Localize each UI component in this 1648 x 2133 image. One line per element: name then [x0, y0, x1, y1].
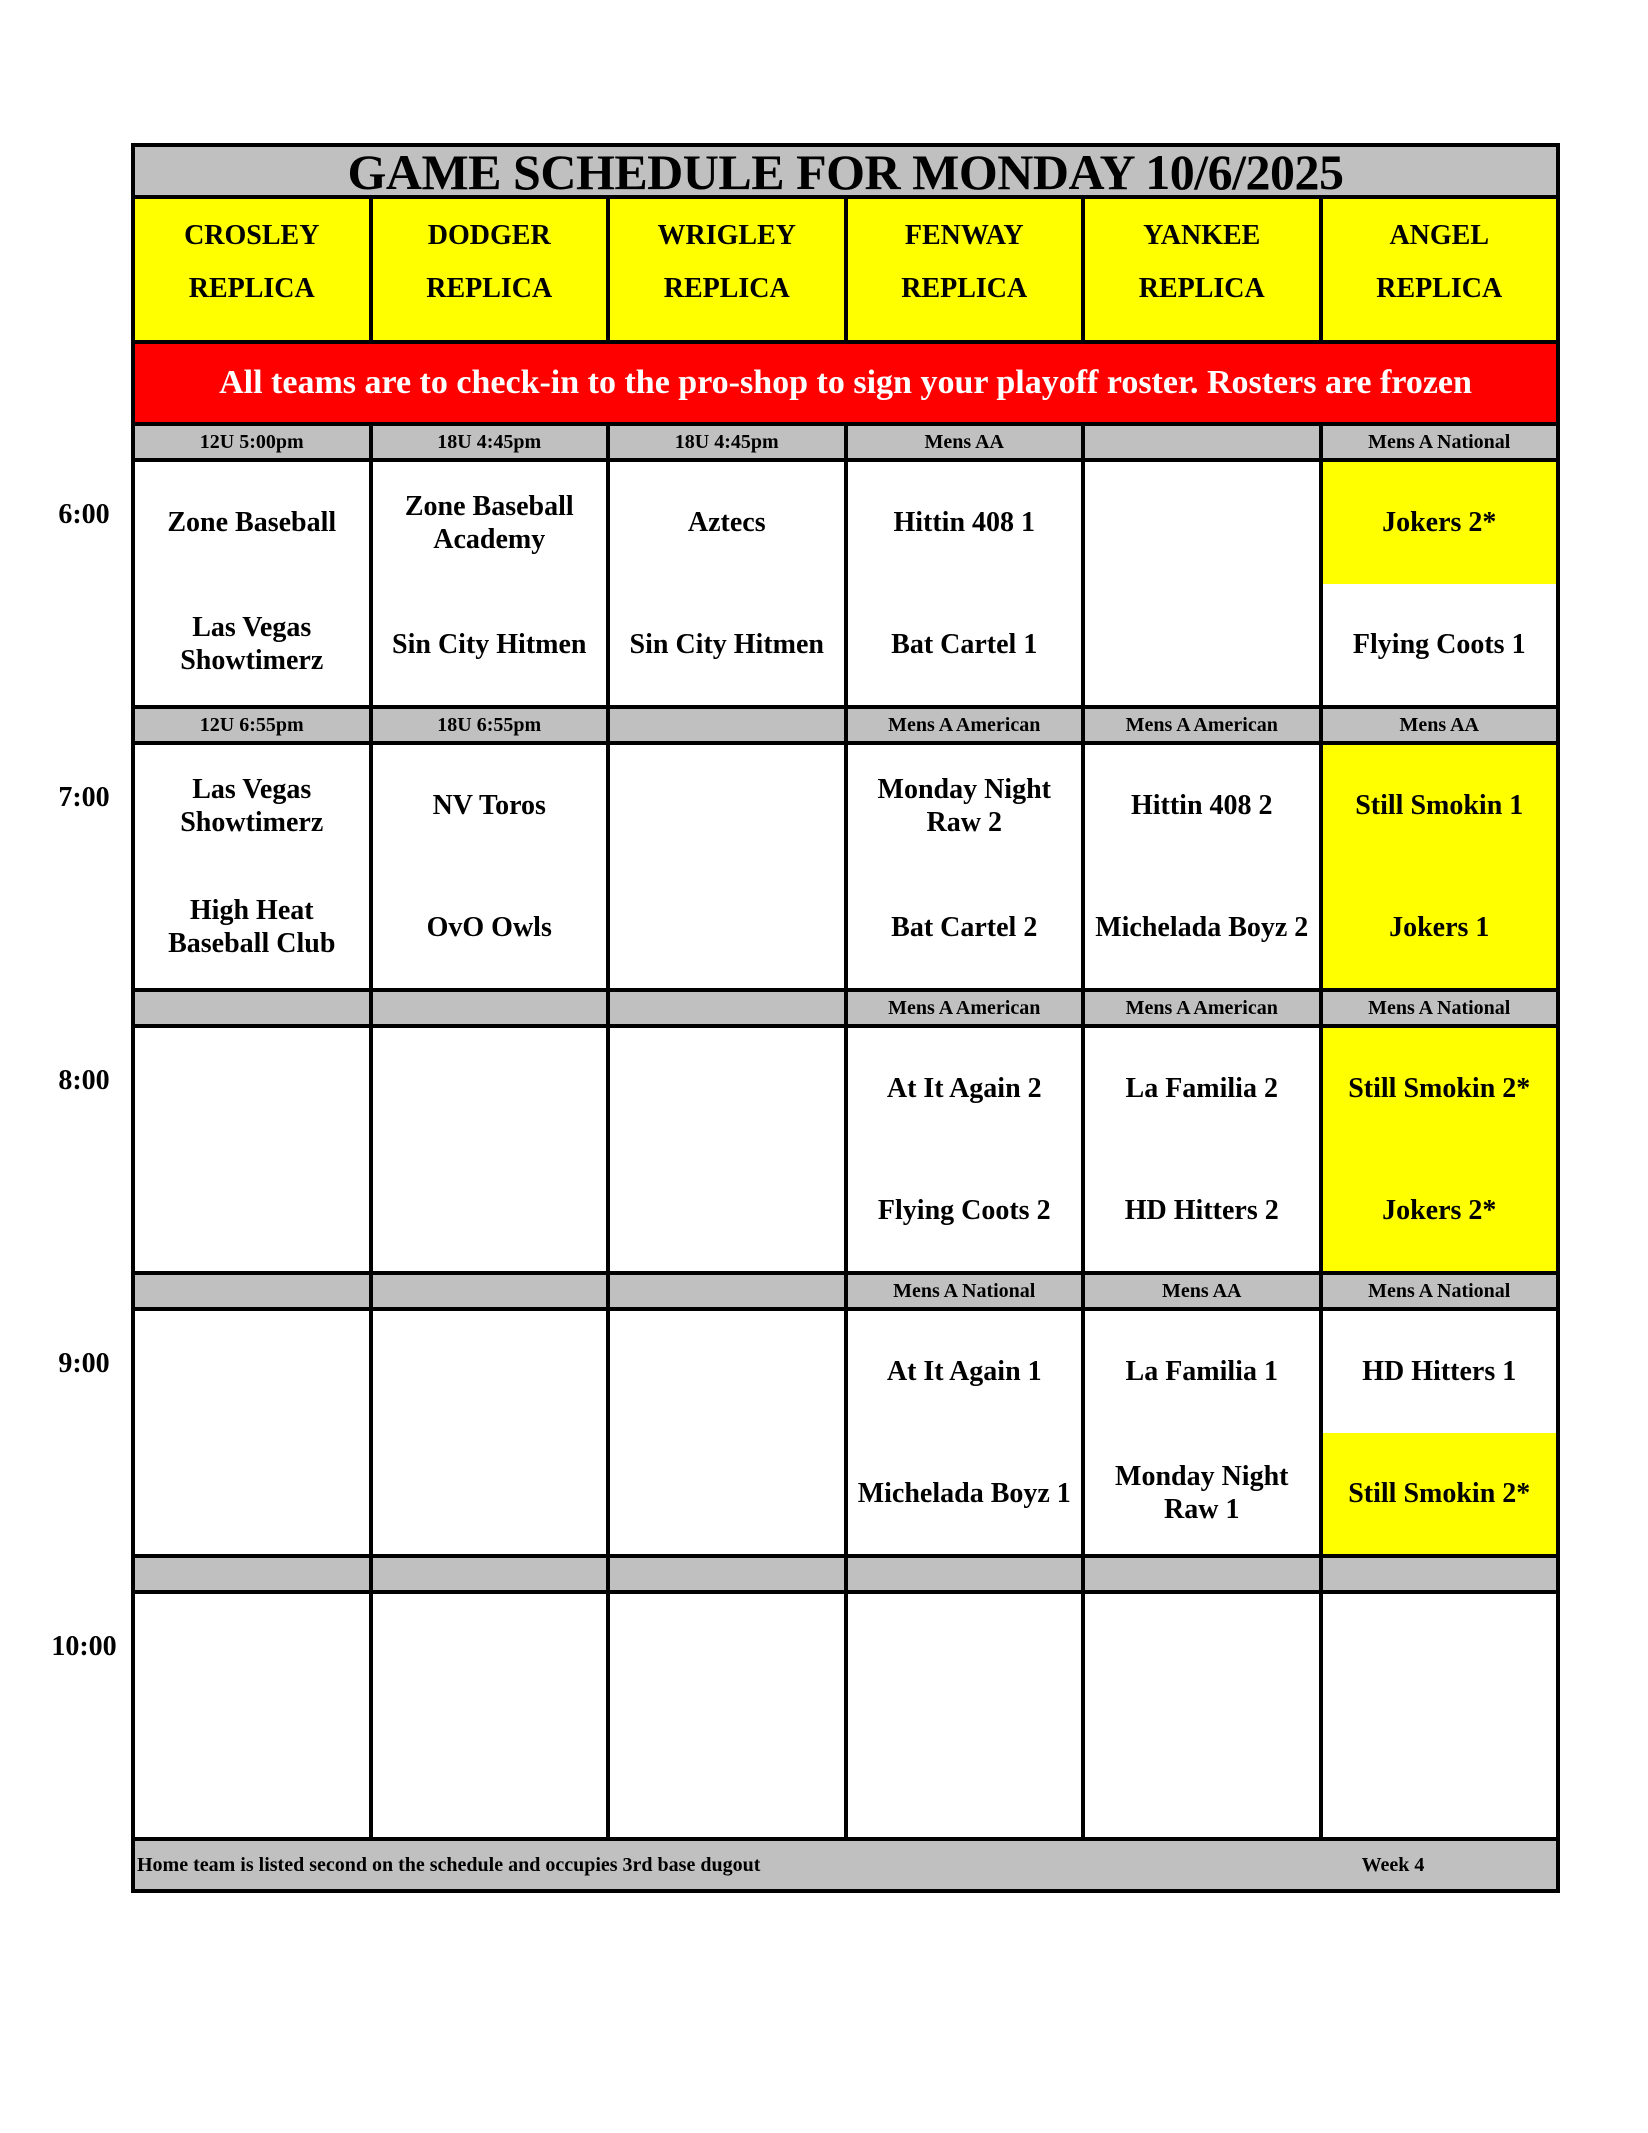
home-team: Monday Night Raw 1 — [1115, 1461, 1289, 1526]
league-label — [1085, 426, 1319, 458]
away-team: Aztecs — [687, 507, 766, 539]
game-cell — [848, 1311, 1082, 1554]
away-team: At It Again 2 — [886, 1073, 1042, 1105]
league-row — [135, 426, 1556, 462]
page-title: GAME SCHEDULE FOR MONDAY 10/6/2025 — [135, 147, 1556, 199]
games-row — [135, 745, 1556, 988]
away-team: Hittin 408 2 — [1130, 790, 1273, 822]
home-team: Michelada Boyz 2 — [1095, 911, 1309, 943]
league-row — [135, 992, 1556, 1028]
league-label: Mens AA — [1323, 709, 1557, 741]
games-row — [135, 1311, 1556, 1554]
league-label: 18U 4:45pm — [610, 426, 844, 458]
game-cell — [1085, 745, 1319, 988]
league-label: 18U 4:45pm — [373, 426, 607, 458]
venue-fenway — [848, 199, 1082, 340]
game-cell — [1323, 1594, 1557, 1837]
league-label — [135, 992, 369, 1024]
game-cell — [610, 462, 844, 705]
away-team: Las Vegas Showtimerz — [180, 773, 324, 838]
game-cell — [373, 1594, 607, 1837]
league-label: 12U 5:00pm — [135, 426, 369, 458]
away-team: Zone Baseball — [167, 507, 337, 539]
league-label — [610, 1275, 844, 1307]
notice-banner: All teams are to check-in to the pro-shop to sign your playoff roster. Rosters are frozen — [135, 344, 1556, 426]
game-cell — [610, 1028, 844, 1271]
game-cell — [373, 462, 607, 705]
games-row — [135, 1594, 1556, 1837]
home-team: Sin City Hitmen — [392, 628, 587, 660]
league-label: Mens A American — [848, 709, 1082, 741]
home-team: Las Vegas Showtimerz — [180, 612, 324, 677]
home-team — [373, 1150, 607, 1272]
home-team: OvO Owls — [426, 911, 552, 943]
league-label: Mens A National — [848, 1275, 1082, 1307]
league-label — [1085, 1558, 1319, 1590]
game-cell — [373, 745, 607, 988]
game-cell — [135, 1311, 369, 1554]
league-label — [135, 1275, 369, 1307]
venue-name: YANKEE — [1143, 220, 1261, 251]
league-label: Mens A American — [1085, 992, 1319, 1024]
away-team: Hittin 408 1 — [893, 507, 1036, 539]
home-team — [135, 1433, 369, 1555]
games-row — [135, 1028, 1556, 1271]
venue-name: CROSLEY — [184, 220, 320, 251]
game-cell — [135, 1028, 369, 1271]
venue-name: ANGEL — [1389, 220, 1490, 251]
league-label: Mens A American — [1085, 709, 1319, 741]
league-label — [135, 1558, 369, 1590]
away-team — [1323, 1594, 1557, 1716]
home-team — [373, 1716, 607, 1838]
home-team: Sin City Hitmen — [629, 628, 824, 660]
venue-wrigley — [610, 199, 844, 340]
away-team: La Familia 1 — [1125, 1356, 1278, 1388]
league-row — [135, 1275, 1556, 1311]
game-cell — [610, 1594, 844, 1837]
home-team — [610, 867, 844, 989]
league-label: Mens A National — [1323, 426, 1557, 458]
league-label — [610, 1558, 844, 1590]
time-label: 8:00 — [58, 1065, 110, 1096]
game-cell — [848, 745, 1082, 988]
league-label — [1323, 1558, 1557, 1590]
game-cell — [135, 462, 369, 705]
game-cell — [1085, 1028, 1319, 1271]
venue-yankee — [1085, 199, 1319, 340]
league-label — [373, 992, 607, 1024]
time-block — [135, 1275, 1556, 1558]
venue-name: WRIGLEY — [657, 220, 796, 251]
time-block — [135, 1558, 1556, 1841]
week-label: Week 4 — [1361, 1854, 1425, 1876]
home-team: Michelada Boyz 1 — [857, 1477, 1071, 1509]
time-label: 9:00 — [58, 1348, 110, 1379]
away-team: Still Smokin 1 — [1323, 745, 1557, 867]
venue-subtitle: REPLICA — [188, 273, 315, 304]
home-team — [610, 1150, 844, 1272]
game-cell — [1085, 462, 1319, 705]
away-team — [610, 1311, 844, 1433]
home-team — [1323, 1716, 1557, 1838]
venue-name: FENWAY — [904, 220, 1024, 251]
league-label: Mens AA — [1085, 1275, 1319, 1307]
games-row — [135, 462, 1556, 705]
league-label — [373, 1558, 607, 1590]
away-team: Jokers 2* — [1323, 462, 1557, 584]
league-label — [610, 992, 844, 1024]
game-cell — [1323, 462, 1557, 705]
away-team — [1085, 1594, 1319, 1716]
game-cell — [135, 745, 369, 988]
away-team — [848, 1594, 1082, 1716]
venue-subtitle: REPLICA — [426, 273, 553, 304]
league-label: Mens AA — [848, 426, 1082, 458]
time-block — [135, 426, 1556, 709]
game-cell — [1323, 745, 1557, 988]
away-team: La Familia 2 — [1125, 1073, 1278, 1105]
home-team: HD Hitters 2 — [1124, 1194, 1279, 1226]
time-label: 6:00 — [58, 499, 110, 530]
time-label: 10:00 — [51, 1631, 117, 1662]
venue-name: DODGER — [427, 220, 551, 251]
away-team — [135, 1028, 369, 1150]
away-team — [135, 1594, 369, 1716]
home-team — [1085, 1716, 1319, 1838]
home-team: High Heat Baseball Club — [168, 895, 336, 960]
schedule-sheet — [131, 143, 1560, 1893]
away-team — [373, 1311, 607, 1433]
away-team: Still Smokin 2* — [1323, 1028, 1557, 1150]
away-team — [373, 1028, 607, 1150]
home-team — [610, 1716, 844, 1838]
venue-subtitle: REPLICA — [901, 273, 1028, 304]
away-team — [135, 1311, 369, 1433]
game-cell — [1323, 1028, 1557, 1271]
league-label — [848, 1558, 1082, 1590]
league-label — [610, 709, 844, 741]
home-team: Bat Cartel 2 — [891, 911, 1038, 943]
league-label: 12U 6:55pm — [135, 709, 369, 741]
away-team: At It Again 1 — [886, 1356, 1042, 1388]
away-team — [373, 1594, 607, 1716]
away-team: HD Hitters 1 — [1362, 1356, 1517, 1388]
home-team — [135, 1716, 369, 1838]
venue-angel — [1323, 199, 1557, 340]
time-blocks — [135, 426, 1556, 1841]
home-team: Flying Coots 1 — [1352, 628, 1526, 660]
footer-bar — [135, 1841, 1556, 1889]
game-cell — [135, 1594, 369, 1837]
game-cell — [1323, 1311, 1557, 1554]
time-block — [135, 992, 1556, 1275]
league-label — [373, 1275, 607, 1307]
home-team: Jokers 2* — [1323, 1150, 1557, 1272]
home-team — [848, 1716, 1082, 1838]
away-team — [610, 745, 844, 867]
league-label: Mens A American — [848, 992, 1082, 1024]
game-cell — [610, 1311, 844, 1554]
game-cell — [373, 1311, 607, 1554]
game-cell — [1085, 1311, 1319, 1554]
game-cell — [373, 1028, 607, 1271]
game-cell — [848, 1594, 1082, 1837]
time-label: 7:00 — [58, 782, 110, 813]
league-row — [135, 709, 1556, 745]
home-team: Flying Coots 2 — [877, 1194, 1051, 1226]
home-team: Bat Cartel 1 — [891, 628, 1038, 660]
league-label: Mens A National — [1323, 992, 1557, 1024]
home-team: Jokers 1 — [1323, 867, 1557, 989]
venue-subtitle: REPLICA — [663, 273, 790, 304]
away-team — [610, 1594, 844, 1716]
away-team: Monday Night Raw 2 — [877, 773, 1051, 838]
footer-note: Home team is listed second on the schedule and occupies 3rd base dugout — [137, 1854, 761, 1876]
away-team — [610, 1028, 844, 1150]
game-cell — [1085, 1594, 1319, 1837]
venue-subtitle: REPLICA — [1138, 273, 1265, 304]
game-cell — [848, 1028, 1082, 1271]
venue-subtitle: REPLICA — [1376, 273, 1503, 304]
home-team — [1085, 584, 1319, 706]
game-cell — [848, 462, 1082, 705]
home-team — [135, 1150, 369, 1272]
home-team: Still Smokin 2* — [1323, 1433, 1557, 1555]
venue-crosley — [135, 199, 369, 340]
away-team — [1085, 462, 1319, 584]
time-block — [135, 709, 1556, 992]
game-cell — [610, 745, 844, 988]
home-team — [610, 1433, 844, 1555]
home-team — [373, 1433, 607, 1555]
league-row — [135, 1558, 1556, 1594]
venue-dodger — [373, 199, 607, 340]
league-label: 18U 6:55pm — [373, 709, 607, 741]
league-label: Mens A National — [1323, 1275, 1557, 1307]
away-team: NV Toros — [432, 790, 546, 822]
venue-header-row — [135, 199, 1556, 344]
away-team: Zone Baseball Academy — [404, 490, 574, 555]
